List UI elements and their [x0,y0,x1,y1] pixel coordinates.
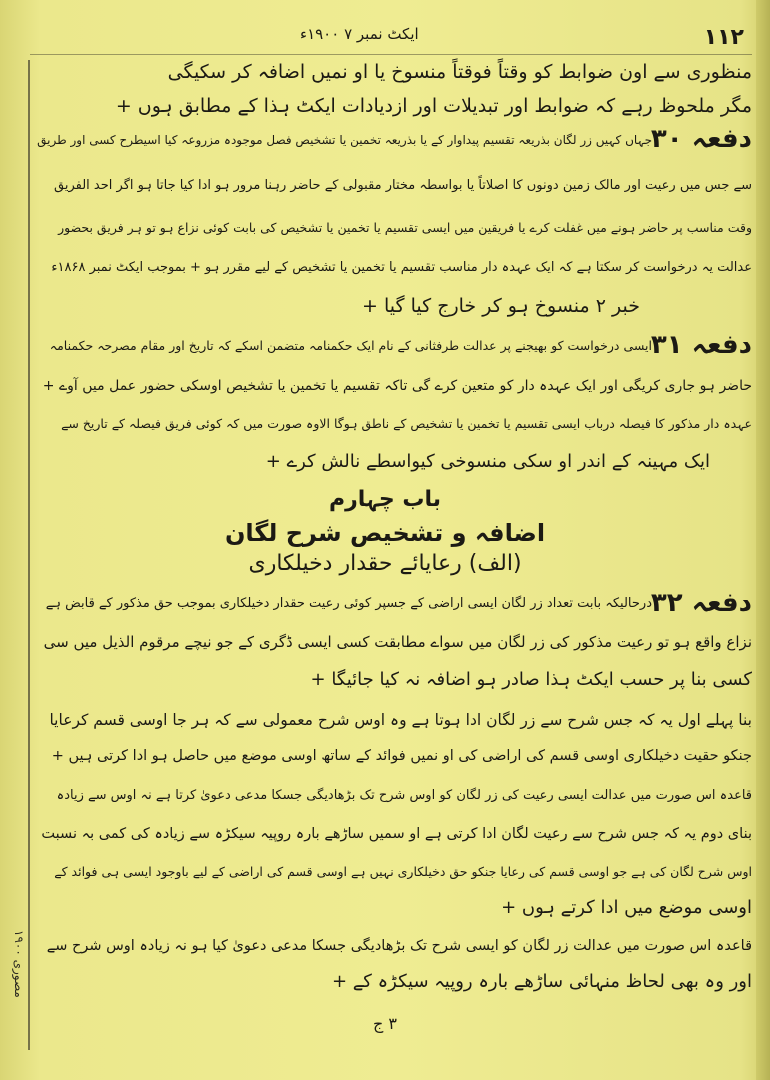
text-line-22: اور وہ بھی لحاظ منہائی ساڑھے بارہ روپیہ سیکڑہ کے + [331,971,752,992]
text-line-7: خبر ۲ منسوخ ہو کر خارج کیا گیا + [362,295,640,317]
clause-label-32: دفعہ ۳۲ [650,588,752,618]
text-line-21: قاعدہ اس صورت میں عدالت زر لگان کو ایسی شرح تک بڑھادیگی جسکا مدعی دعویٰ کیا ہو نہ زیادہ اوس شرح سے [46,938,752,954]
footer-signature: ۳ ج [372,1014,397,1033]
section-heading: (الف) رعایائے حقدار دخیلکاری [248,551,522,576]
chapter-title: باب چہارم [328,487,442,512]
text-line-10: عہدہ دار مذکور کا فیصلہ درباب ایسی تقسیم یا تخمین یا تشخیص کے ناطق ہوگا الاوہ صورت میں کہ کوئی فریق فیصلہ کے تاریخ سے [61,416,752,431]
text-line-4: سے جس میں رعیت اور مالک زمین دونوں کا اصلاتاً یا بواسطہ مختار مقبولی کے حاضر رہنا مرور ہو ادا کیا جاتا ہو اگر احد الفریق [54,178,752,193]
margin-note: ۱۹۰۰ مصوری [12,930,26,998]
text-line-14: کسی بنا پر حسب ایکٹ ہذا صادر ہو اضافہ نہ کیا جائیگا + [310,669,752,690]
text-line-19: اوس شرح لگان کی ہے جو اوسی قسم کی رعایا جنکو حق دخیلکاری نہیں ہے اوسی قسم کی اراضی کے لیے باوجود ایسی ہی فوائد کے [54,864,752,879]
text-line-6: عدالت یہ درخواست کر سکتا ہے کہ ایک عہدہ دار مناسب تقسیم یا تخمین یا تشخیص کے لیے مقرر ہو + بموجب ایکٹ نمبر ۱۸۶۸ء [51,260,752,275]
page-number: ۱۱۲ [703,25,744,50]
text-line-2: مگر ملحوظ رہے کہ ضوابط اور تبدیلات اور ازدیادات ایکٹ ہذا کے مطابق ہوں + [115,95,752,117]
clause-label-30: دفعہ ۳۰ [650,124,752,154]
text-line-15: بنا پہلے اول یہ کہ جس شرح سے زر لگان ادا ہوتا ہے وہ اوس شرح معمولی سے کہ ہر جا اوسی قسم کرعایا [49,711,752,729]
text-line-12: درحالیکہ بابت تعداد زر لگان ایسی اراضی کے جسپر کوئی رعیت حقدار دخیلکاری بموجب حق مذکور کے قابض ہے [45,596,652,611]
text-line-18: بنای دوم یہ کہ جس شرح سے رعیت لگان ادا کرتی ہے او سمیں ساڑھے بارہ روپیہ سیکڑہ سے زیادہ کی کمی بہ نسبت [41,826,752,842]
chapter-subtitle: اضافہ و تشخیص شرح لگان [224,519,546,547]
text-line-9: حاضر ہو جاری کریگی اور ایک عہدہ دار کو متعین کرے گی تاکہ تقسیم یا تخمین یا تشخیص اوسکی حضور عمل میں آوے + [42,378,752,394]
running-head: ایکٹ نمبر ۷ ۱۹۰۰ء [300,25,419,43]
text-line-16: جنکو حقیت دخیلکاری اوسی قسم کی اراضی کی او نمیں فوائد کے ساتھ اوسی موضع میں حاصل ہو ادا کرتی ہیں + [51,748,752,764]
text-line-3: جہاں کہیں زر لگان بذریعہ تقسیم پیداوار کے یا بذریعہ تخمین یا تشخیص فصل موجودہ مزروعہ کیا اسیطرح کسی اور طریق [37,133,652,147]
text-line-1: منظوری سے اون ضوابط کو وقتاً فوقتاً منسوخ یا او نمیں اضافہ کر سکیگی [167,61,752,83]
text-line-11: ایک مہینہ کے اندر او سکی منسوخی کیواسطے نالش کرے + [265,451,710,472]
text-line-5: وقت مناسب پر حاضر ہونے میں غفلت کرے یا فریقین میں ایسی تقسیم یا تخمین یا تشخیص کی بابت کوئی نزاع ہو تو ہر فریق بحضور [58,220,752,235]
text-line-20: اوسی موضع میں ادا کرتے ہوں + [501,897,752,918]
text-line-13: نزاع واقع ہو تو رعیت مذکور کی زر لگان میں سواے مطابقت کسی ایسی ڈگری کے جو نیچے مرقوم الذیل میں سی [43,633,752,651]
text-line-17: قاعدہ اس صورت میں عدالت ایسی رعیت کی زر لگان کو اوس شرح تک بڑھادیگی جسکا مدعی دعویٰ کرتا ہے نہ اوس سے زیادہ [56,788,752,803]
clause-label-31: دفعہ ۳۱ [650,330,752,360]
text-line-8: ایسی درخواست کو بھیجنے پر عدالت طرفثانی کے نام ایک حکمنامہ متضمن اسکے کہ تاریخ اور مقام مصرحہ حکمنامہ [49,338,652,353]
header-rule [30,54,752,55]
